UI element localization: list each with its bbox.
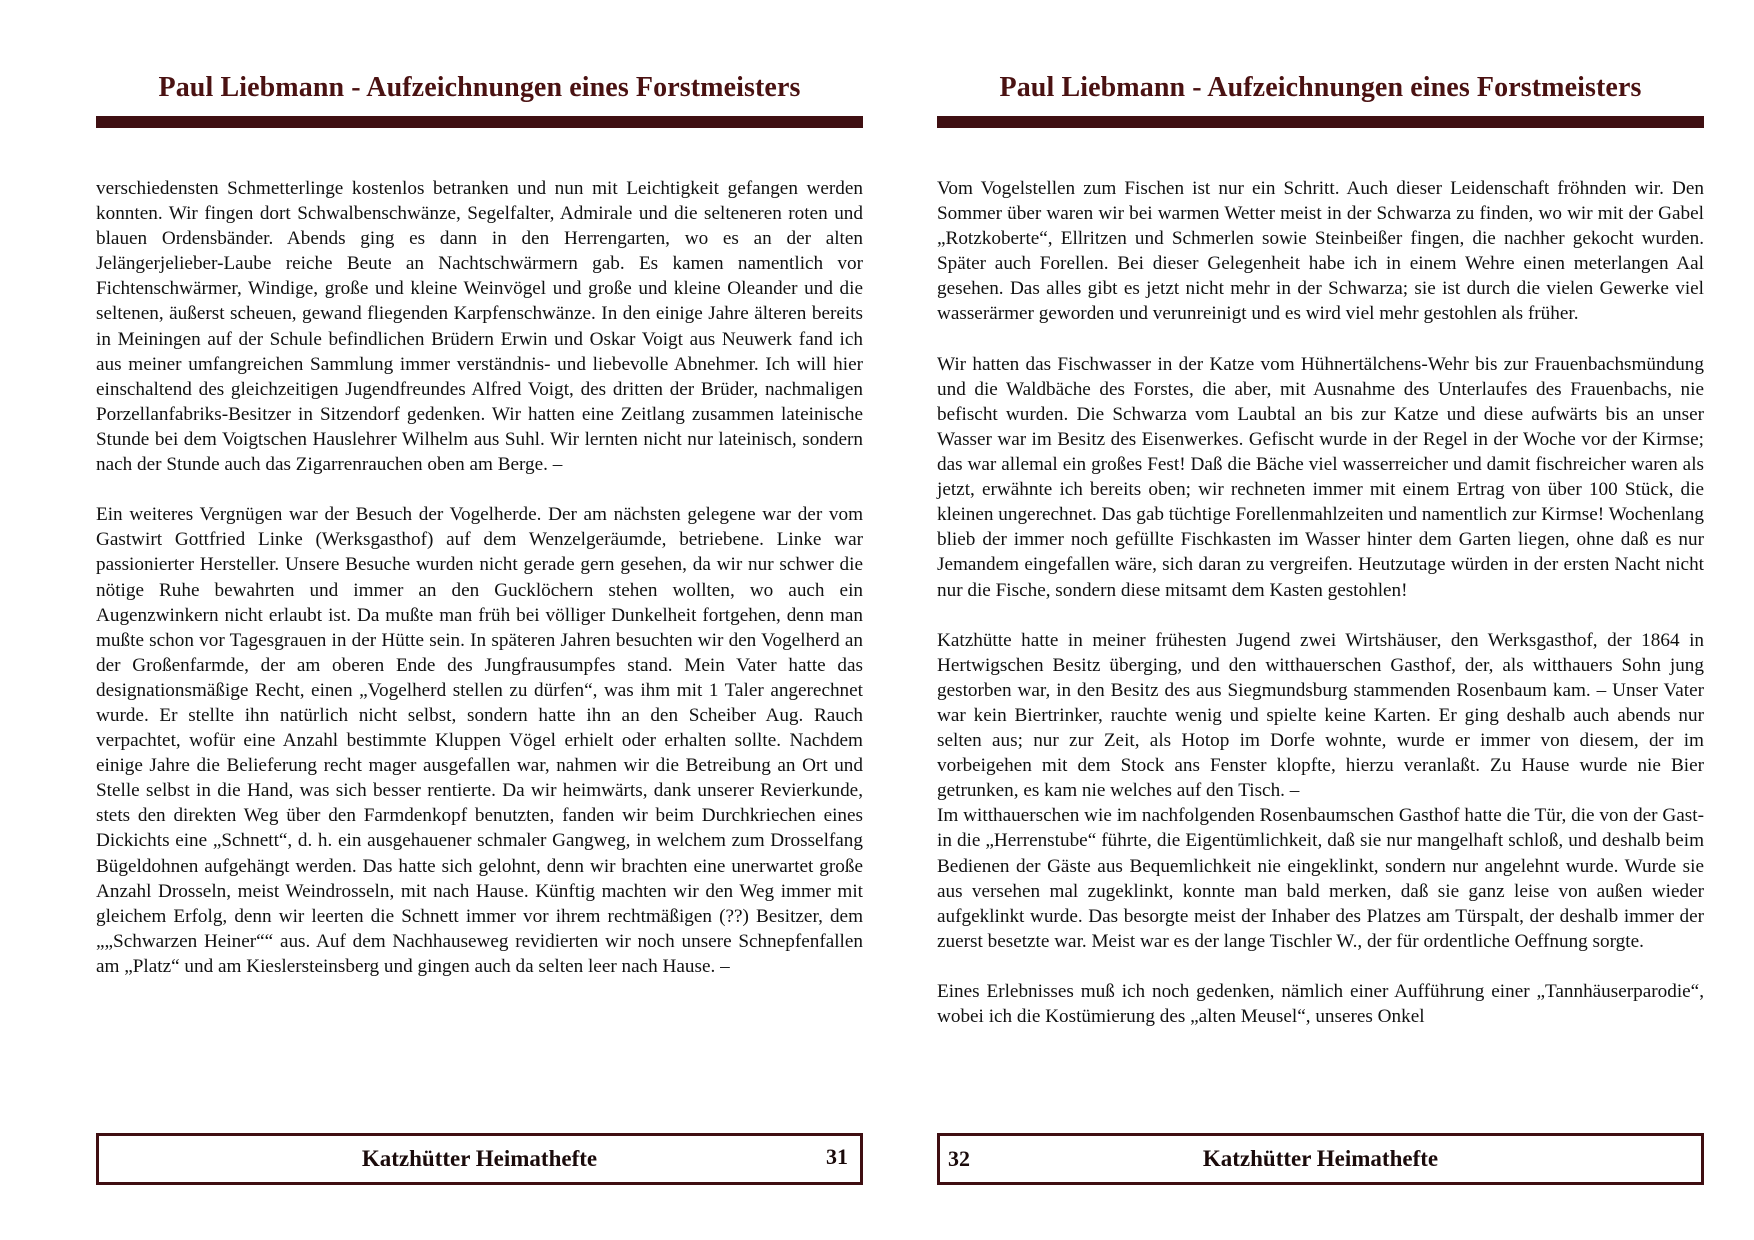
header-rule: [937, 116, 1704, 128]
footer-box: [937, 1133, 1704, 1185]
right-page: [937, 0, 1704, 1240]
left-page: [96, 0, 863, 1240]
paragraph: Eines Erlebnisses muß ich noch gedenken, nämlich einer Aufführung einer „Tannhäuserparodie“, wobei ich die Kostümierung des „alten Meusel“, unseres Onkel: [937, 981, 1704, 1028]
running-header: Paul Liebmann - Aufzeichnungen eines Forstmeisters: [999, 72, 1642, 103]
paragraph: Katzhütte hatte in meiner frühesten Jugend zwei Wirtshäuser, den Werksgasthof, der 1864 in Hertwigschen Besitz überging, und den witthauerschen Gasthof, der, als witthauers Sohn jung gestorben war, in den Besitz des aus Siegmundsburg stammenden Rosenbaum kam. – Unser Vater war kein Biertrinker, rauchte wenig und spielte keine Karten. Er ging deshalb auch abends nur selten aus; nur zur Zeit, als Hotop im Dorfe wohnte, wurde er immer von diesem, der im vorbeigehen mit dem Stock ans Fenster klopfte, hierzu veranlaßt. Zu Hause wurde nie Bier getrunken, es kam nie welches auf den Tisch. –: [937, 629, 1704, 802]
paragraph: Im witthauerschen wie im nachfolgenden Rosenbaumschen Gasthof hatte die Tür, die von der Gast- in die „Herrenstube“ führte, die Eigentümlichkeit, daß sie nur mangelhaft schloß, und deshalb beim Bedienen der Gäste aus Bequemlichkeit nie eingeklinkt, sondern nur angelehnt wurde. Wurde sie aus versehen mal zugeklinkt, konnte man bald merken, daß sie ganz leise von außen wieder aufgeklinkt wurde. Das besorgte meist der Inhaber des Platzes am Türspalt, der deshalb immer der zuerst besetzte war. Meist war es der lange Tischler W., der für ordentliche Oeffnung sorgte.: [937, 805, 1704, 952]
paragraph: Ein weiteres Vergnügen war der Besuch der Vogelherde. Der am nächsten gelegene war der vom Gastwirt Gottfried Linke (Werksgasthof) auf dem Wenzelgeräumde, betriebene. Linke war passionierter Hersteller. Unsere Besuche wurden nicht gerade gern gesehen, da wir nur schwer die nötige Ruhe bewahrten und immer an den Gucklöchern stehen wollten, wo auch ein Augenzwinkern nicht erlaubt ist. Da mußte man früh bei völliger Dunkelheit fortgehen, denn man mußte schon vor Tagesgrauen in der Hütte sein. In späteren Jahren besuchten wir den Vogelherd an der Großenfarmde, der am oberen Ende des Jungfrausumpfes stand. Mein Vater hatte das designationsmäßige Recht, einen „Vogelherd stellen zu dürfen“, was ihm mit 1 Taler angerechnet wurde. Er stellte ihn natürlich nicht selbst, sondern hatte ihn an den Scheiber Aug. Rauch verpachtet, wofür eine Anzahl bestimmte Kluppen Vögel erhielt oder erhalten sollte. Nachdem einige Jahre die Belieferung recht mager ausgefallen war, nahmen wir die Betreibung an Ort und Stelle selbst in die Hand, was sich besser rentierte. Da wir heimwärts, dank unserer Revierkunde, stets den direkten Weg über den Farmdenkopf benutzten, fanden wir beim Durchkriechen eines Dickichts eine „Schnett“, d. h. ein ausgehauener schmaler Gangweg, in welchem zum Drosselfang Bügeldohnen aufgehängt werden. Das hatte sich gelohnt, denn wir brachten eine unerwartet große Anzahl Drosseln, meist Weindrosseln, mit nach Hause. Künftig machten wir den Weg immer mit gleichem Erfolg, denn wir leerten die Schnett immer vor ihrem rechtmäßigen (??) Besitzer, dem „„Schwarzen Heiner““ aus. Auf dem Nachhauseweg revidierten wir noch unsere Schnepfenfallen am „Platz“ und am Kieslersteinsberg und gingen auch da selten leer nach Hause. –: [96, 504, 863, 977]
footer-box: [96, 1133, 863, 1185]
body-text: [937, 176, 1704, 1029]
footer-title: Katzhütter Heimathefte: [361, 1146, 598, 1171]
body-text: [96, 176, 863, 979]
header-rule: [96, 116, 863, 128]
page-number: 31: [826, 1144, 848, 1169]
paragraph: Wir hatten das Fischwasser in der Katze vom Hühnertälchens-Wehr bis zur Frauenbachsmündung und die Waldbäche des Forstes, die aber, mit Ausnahme des Unterlaufes des Frauenbachs, nie befischt wurden. Die Schwarza vom Laubtal an bis zur Katze und diese aufwärts bis an unser Wasser war im Besitz des Eisenwerkes. Gefischt wurde in der Regel in der Woche vor der Kirmse; das war allemal ein großes Fest! Daß die Bäche viel wasserreicher und damit fischreicher waren als jetzt, erwähnte ich bereits oben; wir rechneten immer mit einem Ertrag von über 100 Stück, die kleinen ungerechnet. Das gab tüchtige Forellenmahlzeiten und namentlich zur Kirmse! Wochenlang blieb der immer noch gefüllte Fischkasten im Wasser hinter dem Garten liegen, ohne daß es nur Jemandem eingefallen wäre, sich daran zu vergreifen. Heutzutage würden in der ersten Nacht nicht nur die Fische, sondern diese mitsamt dem Kasten gestohlen!: [937, 353, 1704, 601]
paragraph: Vom Vogelstellen zum Fischen ist nur ein Schritt. Auch dieser Leidenschaft fröhnden wir. Den Sommer über waren wir bei warmen Wetter meist in der Schwarza zu finden, wo wir mit der Gabel „Rotzkoberte“, Ellritzen und Schmerlen sowie Steinbeißer fingen, die nachher gekocht wurden. Später auch Forellen. Bei dieser Gelegenheit habe ich in einem Wehre einen meterlangen Aal gesehen. Das alles gibt es jetzt nicht mehr in der Schwarza; sie ist durch die vielen Gewerke viel wasserärmer geworden und verunreinigt und es wird viel mehr gestohlen als früher.: [937, 178, 1704, 325]
paragraph: verschiedensten Schmetterlinge kostenlos betranken und nun mit Leichtigkeit gefangen werden konnten. Wir fingen dort Schwalbenschwänze, Segelfalter, Admirale und die selteneren roten und blauen Ordensbänder. Abends ging es dann in den Herrengarten, wo es an der alten Jelängerjelieber-Laube reiche Beute an Nachtschwärmern gab. Es kamen namentlich vor Fichtenschwärmer, Windige, große und kleine Weinvögel und große und kleine Oleander und die seltenen, äußerst scheuen, gewand fliegenden Karpfenschwänze. In den einige Jahre älteren bereits in Meiningen auf der Schule befindlichen Brüdern Erwin und Oskar Voigt aus Neuwerk fand ich aus meiner umfangreichen Sammlung immer verständnis- und liebevolle Abnehmer. Ich will hier einschaltend des gleichzeitigen Jugendfreundes Alfred Voigt, des dritten der Brüder, nachmaligen Porzellanfabriks-Besitzer in Sitzendorf gedenken. Wir hatten eine Zeitlang zusammen lateinische Stunde bei dem Voigtschen Hauslehrer Wilhelm aus Suhl. Wir lernten nicht nur lateinisch, sondern nach der Stunde auch das Zigarrenrauchen oben am Berge. –: [96, 178, 863, 476]
footer-title: Katzhütter Heimathefte: [1202, 1146, 1439, 1171]
page-number: 32: [948, 1146, 970, 1171]
running-header: Paul Liebmann - Aufzeichnungen eines Forstmeisters: [158, 72, 801, 103]
